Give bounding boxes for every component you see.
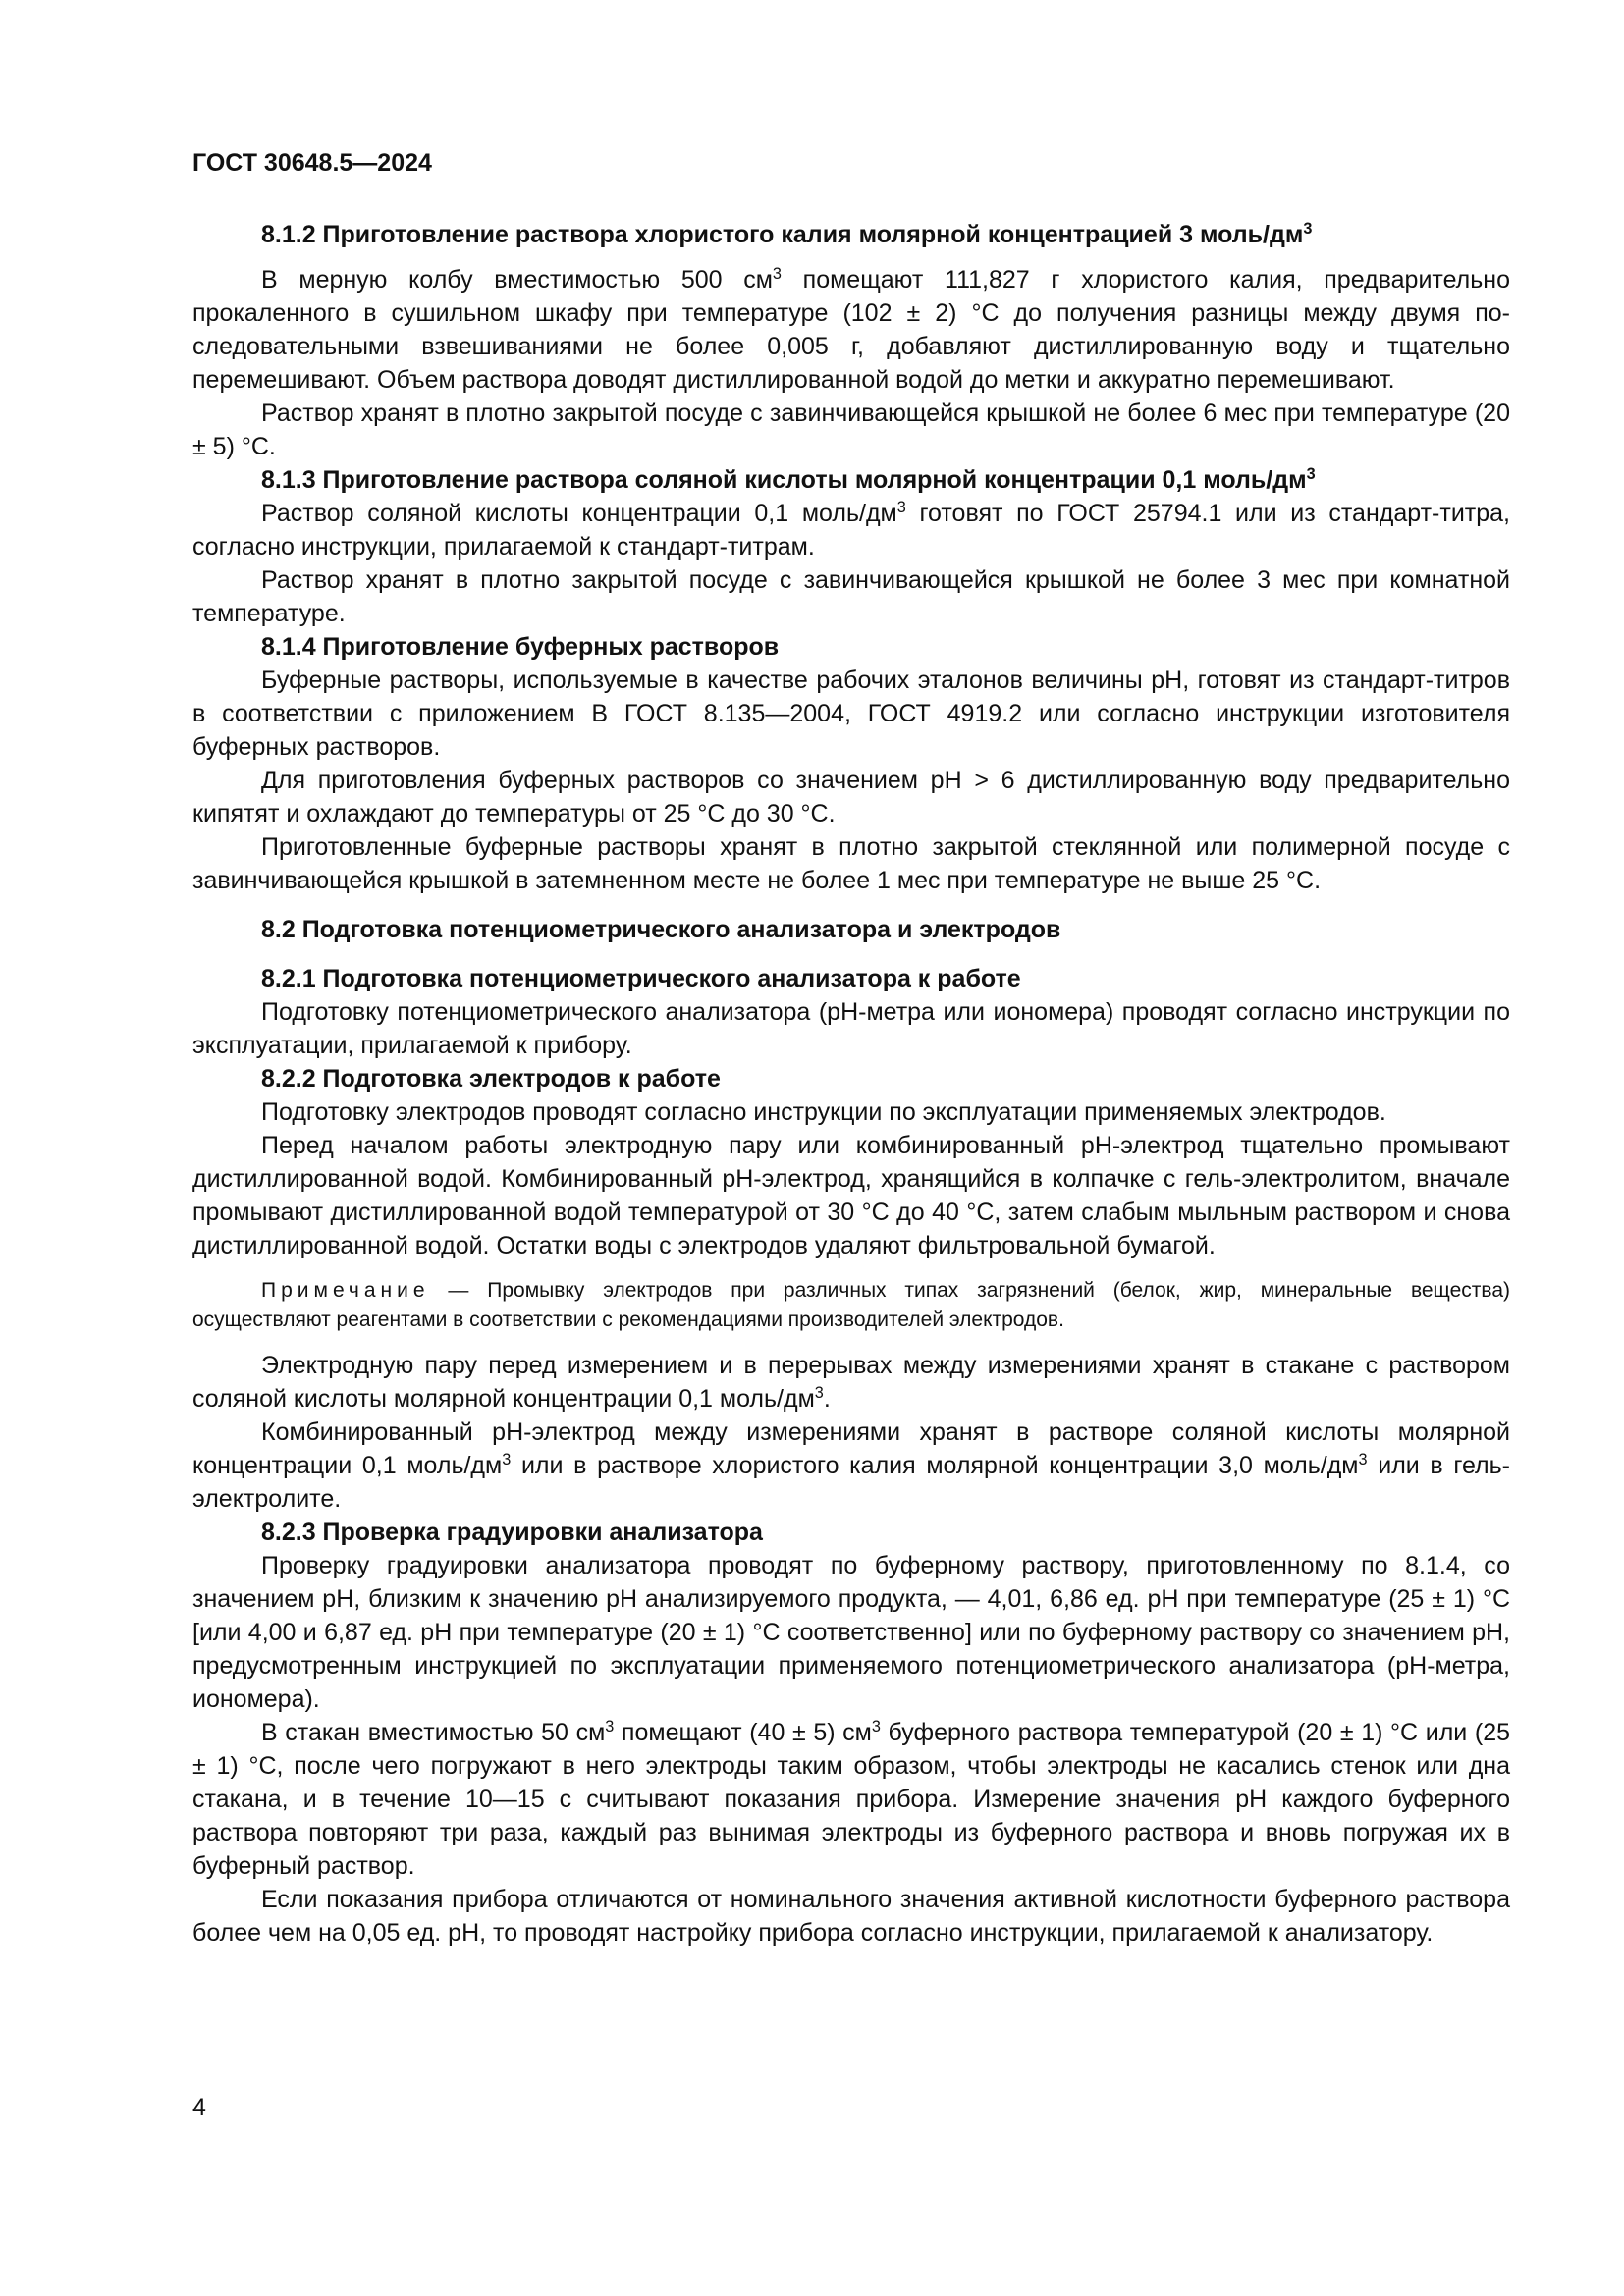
superscript: 3 <box>1306 465 1316 484</box>
body-paragraph <box>192 1129 1510 1262</box>
text-run: В мерную колбу вместимостью 500 см <box>261 266 773 294</box>
text-run: 8.2 Подготовка потенциометрического анализатора и электродов <box>261 916 1061 943</box>
text-run: помещают (40 ± 5) см <box>614 1719 872 1746</box>
text-run: помещают 111,827 г хлористого калия, предварительно прокаленного в сушильном шкафу при температуре (102 ± 2) °С до получения разницы между двумя последовательными взвешиваниями не более 0,005 г, добавляют дистиллированную воду и тщательно перемешивают. Объем раствора доводят дистиллированной водой до метки и аккуратно перемешивают. <box>192 266 1510 394</box>
body-paragraph <box>192 497 1510 563</box>
body-paragraph <box>192 1415 1510 1516</box>
body-paragraph <box>192 1095 1510 1129</box>
superscript: 3 <box>1358 1451 1368 1469</box>
body-paragraph <box>192 397 1510 463</box>
text-run: Для приготовления буферных растворов со значением рН > 6 дистиллированную воду предварительно кипятят и охлаждают до температуры от 25 °С до 30 °С. <box>192 767 1510 828</box>
text-run: готовят по ГОСТ 25794.1 или из стандарт-титра, согласно инструкции, прилагаемой к стандарт-титрам. <box>192 500 1510 561</box>
text-run: Раствор хранят в плотно закрытой посуде с завинчивающейся крышкой не более 3 мес при комнатной температуре. <box>192 566 1510 627</box>
body-paragraph <box>192 995 1510 1062</box>
superscript: 3 <box>871 1718 881 1736</box>
text-run: 8.1.3 Приготовление раствора соляной кислоты молярной концентрации 0,1 моль/дм <box>261 466 1307 494</box>
text-run: Если показания прибора отличаются от номинального значения активной кислотности буферного раствора более чем на 0,05 ед. рН, то проводят настройку прибора согласно инструкции, прилагаемой к анализатору. <box>192 1886 1510 1947</box>
text-run: Раствор хранят в плотно закрытой посуде с завинчивающейся крышкой не более 6 мес при температуре (20 ± 5) °С. <box>192 400 1510 460</box>
text-run: В стакан вместимостью 50 см <box>261 1719 606 1746</box>
body-paragraph <box>192 1549 1510 1716</box>
section-heading <box>192 1516 1510 1549</box>
text-run: Раствор соляной кислоты концентрации 0,1 моль/дм <box>261 500 897 527</box>
body-paragraph <box>192 563 1510 630</box>
note-label: Примечание <box>261 1279 430 1302</box>
body-paragraph <box>192 1883 1510 1949</box>
superscript: 3 <box>605 1718 615 1736</box>
body-paragraph <box>192 1349 1510 1415</box>
note-paragraph <box>192 1276 1510 1335</box>
body-paragraph <box>192 764 1510 830</box>
page-number: 4 <box>192 2094 206 2121</box>
section-heading <box>192 962 1510 995</box>
text-run: 8.2.1 Подготовка потенциометрического анализатора к работе <box>261 965 1021 992</box>
superscript: 3 <box>814 1384 824 1403</box>
section-heading <box>192 218 1510 251</box>
text-run: или в гель-электролите. <box>192 1452 1510 1513</box>
superscript: 3 <box>502 1451 512 1469</box>
text-run: Приготовленные буферные растворы хранят в плотно закрытой стеклянной или полимерной посуде с завинчивающейся крышкой в затемненном месте не более 1 мес при температуре не выше 25 °С. <box>192 833 1510 894</box>
superscript: 3 <box>772 265 782 284</box>
text-run: . <box>823 1385 831 1413</box>
body-paragraph <box>192 664 1510 764</box>
text-run: 8.2.3 Проверка градуировки анализатора <box>261 1519 763 1546</box>
text-run: буферного раствора температурой (20 ± 1) °С или (25 ± 1) °С, после чего погружают в него электроды таким образом, чтобы электроды не касались стенок или дна стакана, и в течение 10—15 с считывают показания прибора. Измерение значения рН каждого буферного раствора повторяют три раза, каждый раз вынимая электроды из буферного раствора и вновь погружая их в буферный раствор. <box>192 1719 1511 1880</box>
text-run: 8.1.2 Приготовление раствора хлористого калия молярной концентрацией 3 моль/дм <box>261 221 1304 248</box>
text-run: Перед началом работы электродную пару или комбинированный рН-электрод тщательно промывают дистиллированной водой. Комбинированный рН-электрод, хранящийся в колпачке с гель-электролитом, вначале промывают дистиллированной водой температурой от 30 °С до 40 °С, затем слабым мыльным раствором и снова дистиллированной водой. Остатки воды с электродов удаляют фильтровальной бумагой. <box>192 1132 1510 1259</box>
body-paragraph <box>192 263 1510 397</box>
text-run: Проверку градуировки анализатора проводят по буферному раствору, приготовленному по 8.1.4, со значением рН, близким к значению рН анализируемого продукта, — 4,01, 6,86 ед. рН при температуре (25 ± 1) °С [или 4,00 и 6,87 ед. рН при температуре (20 ± 1) °С соответственно] или по буферному раствору со значением рН, предусмотренным инструкцией по эксплуатации применяемого потенциометрического анализатора (рН-метра, иономера). <box>192 1552 1510 1713</box>
section-heading <box>192 1062 1510 1095</box>
superscript: 3 <box>896 499 906 517</box>
body-paragraph <box>192 1716 1510 1883</box>
text-run: 8.1.4 Приготовление буферных растворов <box>261 633 780 661</box>
body-paragraph <box>192 830 1510 897</box>
section-heading <box>192 630 1510 664</box>
document-body <box>192 218 1510 1949</box>
text-run: или в растворе хлористого калия молярной концентрации 3,0 моль/дм <box>511 1452 1359 1479</box>
document-code: ГОСТ 30648.5—2024 <box>192 149 432 177</box>
text-run: 8.2.2 Подготовка электродов к работе <box>261 1065 721 1093</box>
text-run: Подготовку потенциометрического анализатора (рН-метра или иономера) проводят согласно инструкции по эксплуатации, прилагаемой к прибору. <box>192 998 1510 1059</box>
text-run: Электродную пару перед измерением и в перерывах между измерениями хранят в стакане с раствором соляной кислоты молярной концентрации 0,1 моль/дм <box>192 1352 1510 1413</box>
superscript: 3 <box>1303 220 1313 239</box>
text-run: — Промывку электродов при различных типах загрязнений (белок, жир, минеральные вещества) осуществляют реагентами в соответствии с рекомендациями производителей электродов. <box>192 1279 1510 1331</box>
text-run: Подготовку электродов проводят согласно инструкции по эксплуатации применяемых электродов. <box>261 1098 1386 1126</box>
section-heading <box>192 463 1510 497</box>
section-heading <box>192 913 1510 946</box>
text-run: Комбинированный рН-электрод между измерениями хранят в растворе соляной кислоты молярной концентрации 0,1 моль/дм <box>192 1418 1510 1479</box>
text-run: Буферные растворы, используемые в качестве рабочих эталонов величины рН, готовят из стандарт-титров в соответствии с приложением В ГОСТ 8.135—2004, ГОСТ 4919.2 или согласно инструкции изготовителя буферных растворов. <box>192 667 1510 761</box>
